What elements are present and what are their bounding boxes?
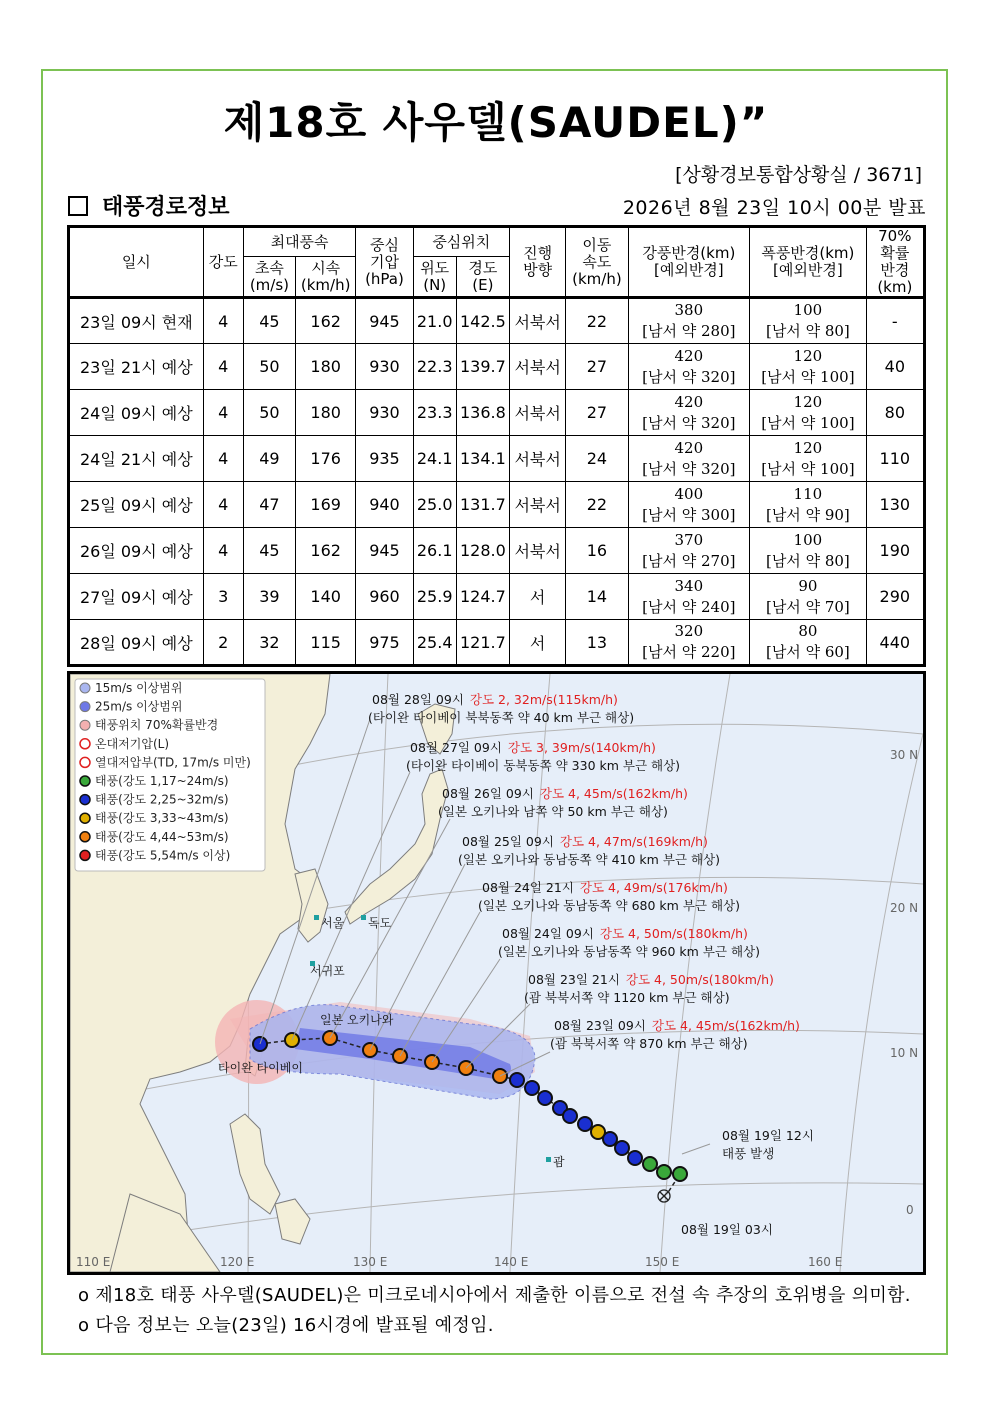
cell-gale-radius: [628, 620, 750, 666]
annotation-date: 08월 24일 09시: [502, 926, 594, 941]
annotation-location: (일본 오키나와 동남동쪽 약 410 km 부근 해상): [458, 852, 720, 867]
cell-prob-radius: 110: [866, 436, 924, 482]
cell-time: 25일 09시 예상: [69, 482, 204, 528]
genesis-date: 08월 19일 12시: [722, 1128, 814, 1143]
gale-radius-exception: [남서 약 240]: [642, 597, 736, 616]
page-title: 제18호 사우델(SAUDEL)”: [223, 98, 769, 147]
annotation-date: 08월 26일 09시: [442, 786, 534, 801]
annotation-title: [502, 926, 748, 941]
typhoon-icon: [80, 850, 90, 860]
legend-item: [80, 810, 229, 825]
cell-pressure: 975: [356, 620, 413, 666]
cell-lon: 128.0: [456, 528, 509, 574]
cell-wind-kmh: 176: [296, 436, 356, 482]
annotation-grade: 강도 4, 47m/s(169km/h): [559, 834, 708, 849]
cell-time: 23일 09시 현재: [69, 298, 204, 344]
legend-item: [80, 792, 229, 807]
cell-direction: 서북서: [510, 436, 566, 482]
cell-lat: 25.0: [413, 482, 456, 528]
typhoon-icon: [80, 832, 90, 842]
storm-radius-exception: [남서 약 100]: [761, 413, 855, 432]
cell-grade: 4: [203, 436, 243, 482]
legend-label: 15m/s 이상범위: [95, 681, 183, 695]
storm-radius-exception: [남서 약 70]: [765, 597, 850, 616]
issued-time: 2026년 8월 23일 10시 00분 발표: [622, 197, 926, 219]
dokdo-marker: [361, 915, 366, 920]
okinawa-label: 일본 오키나와: [320, 1013, 394, 1027]
cell-grade: 2: [203, 620, 243, 666]
cell-gale-radius: [628, 574, 750, 620]
cell-speed: 16: [566, 528, 628, 574]
annotation-title: [554, 1018, 800, 1033]
storm-radius-exception: [남서 약 60]: [765, 643, 850, 661]
typhoon-icon: [563, 1109, 577, 1123]
cell-storm-radius: [750, 390, 867, 436]
table-row: [69, 528, 925, 574]
cell-storm-radius: [750, 574, 867, 620]
seoul-marker: [314, 915, 319, 920]
annotation-grade: 강도 2, 32m/s(115km/h): [469, 692, 618, 707]
gale-radius-value: 420: [674, 392, 704, 411]
guam-marker: [546, 1157, 551, 1162]
th-pressure: 중심 기압 (hPa): [356, 227, 413, 298]
legend-label: 태풍(강도 3,33~43m/s): [95, 811, 229, 826]
cell-grade: 4: [203, 482, 243, 528]
legend-swatch: [80, 702, 90, 712]
legend-label: 태풍(강도 1,17~24m/s): [95, 774, 229, 788]
cell-speed: 22: [566, 298, 628, 344]
annotation-grade: 강도 4, 45m/s(162km/h): [539, 786, 688, 801]
annotation-location: (타이완 타이베이 동북동쪽 약 330 km 부근 해상): [406, 758, 681, 773]
annotation-date: 08월 25일 09시: [462, 834, 554, 849]
cell-time: 28일 09시 예상: [69, 620, 204, 666]
th-wind-kmh: 시속 (km/h): [296, 257, 356, 298]
cell-wind-kmh: 115: [296, 620, 356, 666]
seoul-label: 서울: [321, 916, 345, 930]
annotation-date: 08월 27일 09시: [410, 740, 502, 755]
storm-radius-exception: [남서 약 100]: [761, 459, 855, 478]
cell-prob-radius: 40: [866, 344, 924, 390]
storm-radius-value: 120: [793, 346, 823, 365]
cell-pressure: 945: [356, 528, 413, 574]
th-storm-radius: 폭풍반경(km) [예외반경]: [750, 227, 867, 298]
gale-radius-value: 340: [674, 576, 704, 595]
storm-radius-exception: [남서 약 90]: [765, 505, 850, 524]
lon-130: 130 E: [353, 1255, 388, 1269]
legend-item: [80, 847, 230, 862]
typhoon-icon: [673, 1167, 687, 1181]
storm-radius-exception: [남서 약 100]: [761, 367, 855, 386]
storm-radius-value: 120: [793, 392, 823, 411]
legend-label: 25m/s 이상범위: [95, 699, 183, 714]
cell-direction: 서: [510, 574, 566, 620]
track-map: [67, 671, 926, 1275]
cell-prob-radius: 80: [866, 390, 924, 436]
legend-item: [80, 680, 182, 695]
typhoon-icon: [510, 1073, 524, 1087]
cell-storm-radius: [750, 482, 867, 528]
guam-label: 괌: [553, 1155, 565, 1169]
cell-gale-radius: [628, 528, 750, 574]
cell-lon: 139.7: [456, 344, 509, 390]
cell-wind-ms: 49: [243, 436, 295, 482]
cell-grade: 4: [203, 390, 243, 436]
lat-0: 0: [906, 1203, 914, 1217]
gale-radius-exception: [남서 약 320]: [642, 459, 736, 478]
th-direction: 진행 방향: [510, 227, 566, 298]
lon-110: 110 E: [76, 1255, 111, 1269]
taipei-label: 타이완 타이베이: [218, 1061, 303, 1075]
th-max-wind: 최대풍속: [243, 227, 356, 257]
section-heading: [68, 190, 230, 221]
note-2: o 다음 정보는 오늘(23일) 16시경에 발표될 예정임.: [78, 1315, 494, 1336]
storm-radius-value: 90: [798, 576, 818, 595]
cell-lat: 22.3: [413, 344, 456, 390]
typhoon-icon: [578, 1117, 592, 1131]
cell-direction: 서북서: [510, 482, 566, 528]
cell-lon: 134.1: [456, 436, 509, 482]
cell-prob-radius: 130: [866, 482, 924, 528]
map-legend: [75, 679, 265, 871]
legend-label: 태풍(강도 5,54m/s 이상): [95, 848, 231, 863]
th-wind-ms: 초속 (m/s): [243, 257, 295, 298]
cell-lon: 121.7: [456, 620, 509, 666]
gale-radius-value: 400: [674, 484, 704, 503]
cell-wind-ms: 45: [243, 528, 295, 574]
storm-radius-value: 100: [793, 530, 823, 549]
typhoon-icon: [603, 1132, 617, 1146]
legend-item: [80, 773, 229, 788]
cell-prob-radius: 290: [866, 574, 924, 620]
typhoon-icon: [657, 1165, 671, 1179]
genesis-sub: 태풍 발생: [722, 1146, 775, 1161]
annotation-location: (괌 북북서쪽 약 1120 km 부근 해상): [524, 990, 730, 1005]
cell-storm-radius: [750, 344, 867, 390]
annotation-title: [482, 880, 728, 895]
cell-lat: 21.0: [413, 298, 456, 344]
cell-grade: 4: [203, 298, 243, 344]
cell-grade: 4: [203, 344, 243, 390]
annotation-title: [528, 972, 774, 987]
annotation-title: [462, 834, 708, 849]
annotation-grade: 강도 3, 39m/s(140km/h): [507, 740, 656, 755]
cell-time: 24일 21시 예상: [69, 436, 204, 482]
legend-item: [80, 754, 251, 769]
cell-wind-ms: 45: [243, 298, 295, 344]
lon-150: 150 E: [645, 1255, 680, 1269]
cell-direction: 서북서: [510, 298, 566, 344]
cell-speed: 27: [566, 344, 628, 390]
th-speed: 이동 속도 (km/h): [566, 227, 628, 298]
cell-wind-ms: 32: [243, 620, 295, 666]
cell-wind-kmh: 180: [296, 390, 356, 436]
cell-time: 27일 09시 예상: [69, 574, 204, 620]
gale-radius-value: 420: [674, 346, 704, 365]
cell-lon: 136.8: [456, 390, 509, 436]
cell-grade: 3: [203, 574, 243, 620]
annotation-location: (일본 오키나와 동남동쪽 약 680 km 부근 해상): [478, 898, 740, 913]
td-date: 08월 19일 03시: [681, 1222, 773, 1237]
typhoon-icon: [643, 1157, 657, 1171]
cell-lat: 26.1: [413, 528, 456, 574]
storm-radius-value: 80: [798, 622, 818, 640]
cell-wind-ms: 50: [243, 390, 295, 436]
cell-lat: 23.3: [413, 390, 456, 436]
cell-gale-radius: [628, 436, 750, 482]
gale-radius-value: 370: [674, 530, 704, 549]
lat-30: 30 N: [890, 748, 919, 762]
annotation-grade: 강도 4, 49m/s(176km/h): [579, 880, 728, 895]
cell-direction: 서북서: [510, 528, 566, 574]
gale-radius-exception: [남서 약 300]: [642, 505, 736, 524]
legend-label: 태풍(강도 4,44~53m/s): [95, 829, 229, 844]
cell-prob-radius: -: [866, 298, 924, 344]
table-row: [69, 482, 925, 528]
th-grade: 강도: [203, 227, 243, 298]
gale-radius-value: 420: [674, 438, 704, 457]
annotation-location: (일본 오키나와 남쪽 약 50 km 부근 해상): [438, 804, 668, 819]
annotation-title: [410, 740, 656, 755]
cell-time: 26일 09시 예상: [69, 528, 204, 574]
legend-swatch: [80, 720, 90, 730]
cell-storm-radius: [750, 436, 867, 482]
track-table-body: [69, 298, 925, 666]
cell-direction: 서: [510, 620, 566, 666]
gale-radius-exception: [남서 약 280]: [642, 322, 736, 340]
cell-speed: 24: [566, 436, 628, 482]
legend-item: [80, 717, 218, 732]
th-lon: 경도 (E): [456, 257, 509, 298]
cell-pressure: 930: [356, 344, 413, 390]
typhoon-icon: [80, 776, 90, 786]
cell-wind-ms: 39: [243, 574, 295, 620]
annotation-location: (타이완 타이베이 북북동쪽 약 40 km 부근 해상): [368, 710, 635, 725]
storm-radius-exception: [남서 약 80]: [765, 322, 850, 340]
legend-swatch: [80, 683, 90, 693]
cell-wind-kmh: 140: [296, 574, 356, 620]
cell-lon: 131.7: [456, 482, 509, 528]
cell-speed: 14: [566, 574, 628, 620]
lon-140: 140 E: [494, 1255, 529, 1269]
storm-radius-value: 120: [793, 438, 823, 457]
note-1: o 제18호 태풍 사우델(SAUDEL)은 미크로네시아에서 제출한 이름으로 전설 속 추장의 호위병을 의미함.: [78, 1285, 911, 1306]
legend-label: 온대저기압(L): [95, 736, 170, 751]
cell-wind-kmh: 162: [296, 528, 356, 574]
typhoon-icon: [615, 1141, 629, 1155]
table-row: [69, 620, 925, 666]
legend-label: 열대저압부(TD, 17m/s 미만): [95, 755, 251, 770]
track-map-svg: [70, 674, 923, 1272]
cell-storm-radius: [750, 298, 867, 344]
cell-prob-radius: 440: [866, 620, 924, 666]
annotation-date: 08월 28일 09시: [372, 692, 464, 707]
lon-120: 120 E: [220, 1255, 255, 1269]
th-gale-radius: 강풍반경(km) [예외반경]: [628, 227, 750, 298]
cell-storm-radius: [750, 620, 867, 666]
legend-item: [80, 829, 229, 844]
th-center: 중심위치: [413, 227, 509, 257]
dokdo-label: 독도: [368, 916, 392, 930]
table-row: [69, 390, 925, 436]
typhoon-icon: [80, 813, 90, 823]
annotation-title: [372, 692, 618, 707]
legend-label: 태풍위치 70%확률반경: [95, 718, 219, 733]
table-row: [69, 344, 925, 390]
gale-radius-exception: [남서 약 320]: [642, 367, 736, 386]
cell-gale-radius: [628, 390, 750, 436]
typhoon-icon: [525, 1081, 539, 1095]
cell-prob-radius: 190: [866, 528, 924, 574]
cell-time: 23일 21시 예상: [69, 344, 204, 390]
cell-lat: 25.4: [413, 620, 456, 666]
cell-direction: 서북서: [510, 390, 566, 436]
cell-storm-radius: [750, 528, 867, 574]
table-row: [69, 298, 925, 344]
section-title: 태풍경로정보: [102, 195, 230, 220]
annotation-date: 08월 24일 21시: [482, 880, 574, 895]
gale-radius-value: 380: [674, 301, 704, 319]
office-label: [상황경보통합상황실 / 3671]: [675, 164, 922, 186]
cell-wind-kmh: 162: [296, 298, 356, 344]
cell-gale-radius: [628, 482, 750, 528]
gale-radius-exception: [남서 약 220]: [642, 643, 736, 661]
cell-wind-ms: 50: [243, 344, 295, 390]
cell-pressure: 940: [356, 482, 413, 528]
th-lat: 위도 (N): [413, 257, 456, 298]
table-row: [69, 436, 925, 482]
cell-grade: 4: [203, 528, 243, 574]
table-row: [69, 574, 925, 620]
annotation-grade: 강도 4, 45m/s(162km/h): [651, 1018, 800, 1033]
cell-pressure: 930: [356, 390, 413, 436]
cell-lat: 24.1: [413, 436, 456, 482]
storm-radius-value: 110: [793, 484, 823, 503]
cell-wind-kmh: 180: [296, 344, 356, 390]
typhoon-icon: [628, 1151, 642, 1165]
cell-lon: 142.5: [456, 298, 509, 344]
annotation-title: [442, 786, 688, 801]
annotation-date: 08월 23일 09시: [554, 1018, 646, 1033]
typhoon-icon: [80, 795, 90, 805]
cell-wind-ms: 47: [243, 482, 295, 528]
cell-gale-radius: [628, 298, 750, 344]
lat-10: 10 N: [890, 1046, 919, 1060]
th-time: 일시: [69, 227, 204, 298]
legend-label: 태풍(강도 2,25~32m/s): [95, 792, 229, 807]
annotation-grade: 강도 4, 50m/s(180km/h): [599, 926, 748, 941]
cell-lon: 124.7: [456, 574, 509, 620]
track-table: [67, 225, 926, 667]
checkbox-icon: [68, 196, 88, 216]
storm-radius-value: 100: [793, 301, 823, 319]
typhoon-icon: [538, 1091, 552, 1105]
annotation-location: (괌 북북서쪽 약 870 km 부근 해상): [550, 1036, 748, 1051]
legend-item: [80, 699, 182, 714]
cell-speed: 22: [566, 482, 628, 528]
gale-radius-value: 320: [674, 622, 704, 640]
cell-pressure: 945: [356, 298, 413, 344]
gale-radius-exception: [남서 약 270]: [642, 551, 736, 570]
lon-160: 160 E: [808, 1255, 843, 1269]
cell-wind-kmh: 169: [296, 482, 356, 528]
gale-radius-exception: [남서 약 320]: [642, 413, 736, 432]
storm-radius-exception: [남서 약 80]: [765, 551, 850, 570]
cell-time: 24일 09시 예상: [69, 390, 204, 436]
th-prob-radius: 70% 확률 반경 (km): [866, 227, 924, 298]
cell-speed: 27: [566, 390, 628, 436]
cell-direction: 서북서: [510, 344, 566, 390]
cell-lat: 25.9: [413, 574, 456, 620]
seogwipo-label: 서귀포: [310, 964, 345, 978]
cell-speed: 13: [566, 620, 628, 666]
cell-gale-radius: [628, 344, 750, 390]
annotation-grade: 강도 4, 50m/s(180km/h): [625, 972, 774, 987]
annotation-location: (일본 오키나와 동남동쪽 약 960 km 부근 해상): [498, 944, 760, 959]
cell-pressure: 960: [356, 574, 413, 620]
cell-pressure: 935: [356, 436, 413, 482]
lat-20: 20 N: [890, 901, 919, 915]
annotation-date: 08월 23일 21시: [528, 972, 620, 987]
